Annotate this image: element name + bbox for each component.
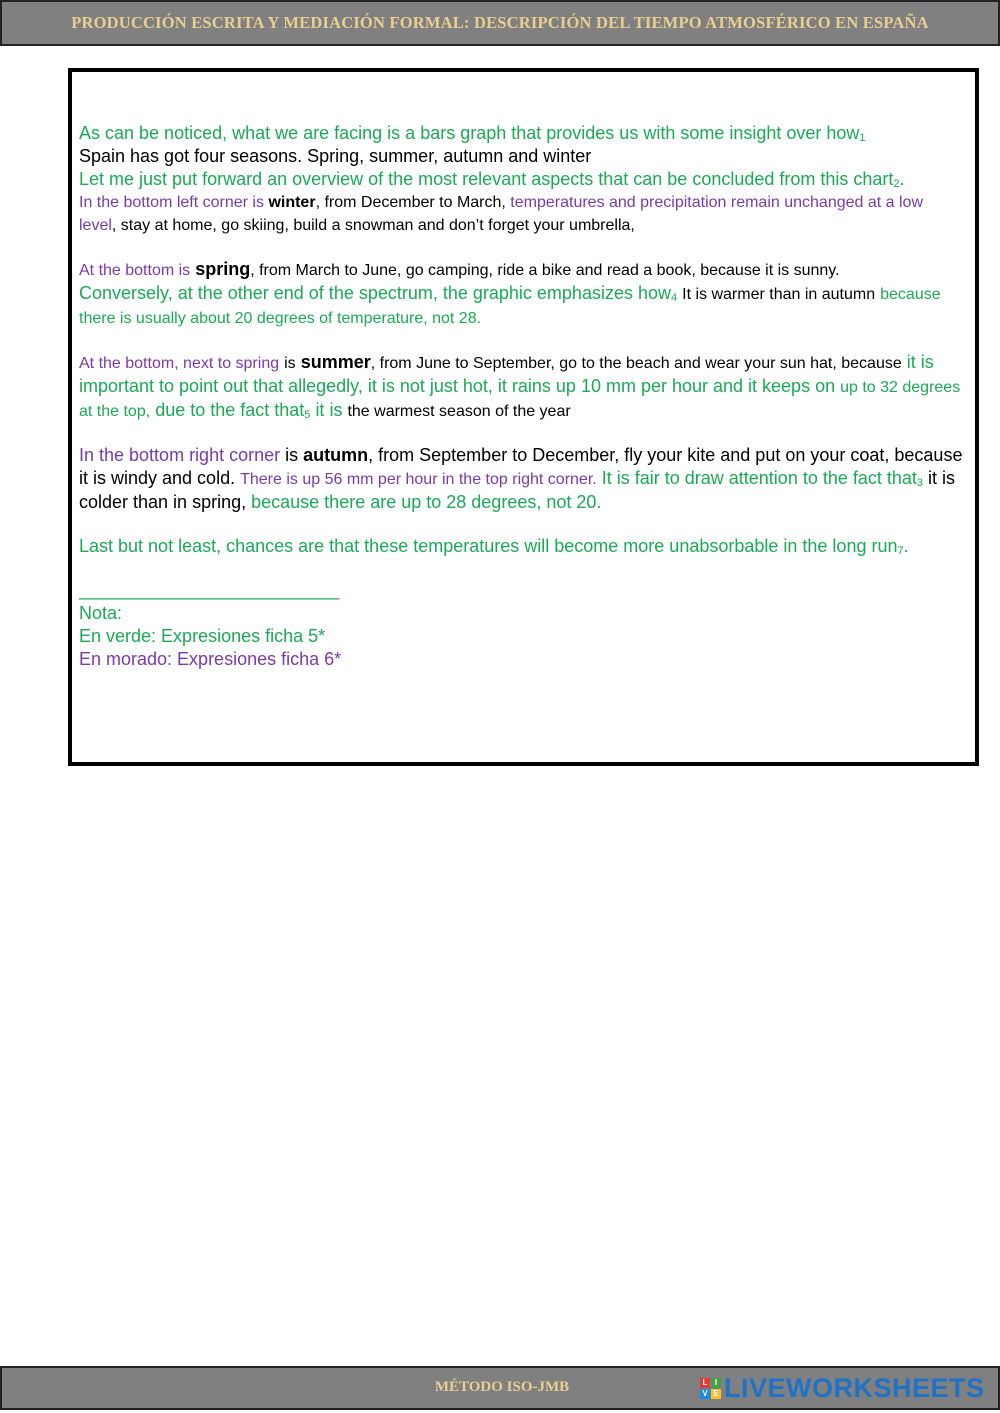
footnote-marker: 3 (916, 477, 924, 489)
expression-purple: temperatures and precipitation remain unchanged at a low level (79, 194, 923, 234)
footnote-marker: 2 (893, 178, 900, 190)
logo-letter-l: L (700, 1378, 710, 1388)
expression-purple: There is up 56 mm per hour in the top right corner. (240, 471, 597, 488)
logo-letter-v: V (700, 1389, 710, 1399)
paragraph-gap (79, 558, 964, 579)
body-text: , from June to September, go to the beach and wear your sun hat, because (370, 355, 902, 372)
spring-paragraph (79, 258, 964, 330)
paragraph-gap (79, 514, 964, 535)
note-green-legend: En verde: Expresiones ficha 5* (79, 626, 326, 646)
note-purple-legend: En morado: Expresiones ficha 6* (79, 649, 342, 669)
paragraph-gap (79, 237, 964, 258)
liveworksheets-logo-icon (700, 1378, 721, 1399)
body-text: is (284, 355, 296, 372)
expression-green: due to the fact that (155, 400, 305, 420)
footnote-marker: 4 (671, 292, 678, 304)
document-title: PRODUCCIÓN ESCRITA Y MEDIACIÓN FORMAL: DESCRIPCIÓN DEL TIEMPO ATMOSFÉRICO EN ESPAÑA (71, 13, 929, 32)
expression-green: it is (315, 400, 343, 420)
logo-letter-i: I (711, 1378, 721, 1388)
season-name: winter (268, 194, 316, 211)
footer-bar (0, 1366, 1000, 1410)
season-name: spring (195, 259, 251, 279)
expression-green: because there are up to 28 degrees, not 20. (251, 492, 602, 512)
paragraph-gap (79, 330, 964, 351)
expression-green: up to 32 degrees at the top, (79, 379, 961, 420)
body-text: , from December to March, (315, 194, 506, 211)
expression-green: because there is usually about 20 degrees of temperature, not 28. (79, 286, 941, 327)
footnote-marker: 1 (859, 132, 866, 144)
header-bar (0, 0, 1000, 46)
liveworksheets-brand-text: LIVEWORKSHEETS (724, 1373, 985, 1403)
closing-paragraph (79, 535, 964, 558)
body-text: is (285, 445, 299, 465)
expression-green: Last but not least, chances are that these temperatures will become more unabsorbable in the long run (79, 536, 898, 556)
season-name: autumn (303, 445, 369, 465)
winter-paragraph (79, 191, 964, 237)
expression-green: it is important to point out that allegedly, it is not just hot, it rains up 10 mm per hour and it keeps on (79, 352, 934, 396)
notes-divider: __________________________ (79, 580, 340, 600)
body-text: , from March to June, go camping, ride a bike and read a book, because it is sunny. (250, 262, 840, 279)
expression-green: Conversely, at the other end of the spectrum, the graphic emphasizes how (79, 283, 671, 303)
intro-paragraph (79, 122, 964, 191)
body-text: , stay at home, go skiing, build a snowman and don’t forget your umbrella, (111, 217, 635, 234)
punctuation: . (903, 536, 909, 556)
body-text: Spain has got four seasons. Spring, summer, autumn and winter (79, 146, 592, 166)
expression-green: As can be noticed, what we are facing is a bars graph that provides us with some insight over how (79, 123, 860, 143)
paragraph-gap (79, 423, 964, 444)
footer-title: MÉTODO ISO-JMB (434, 1379, 570, 1395)
body-text: It is warmer than in autumn (682, 286, 876, 303)
footnote-marker: 7 (897, 545, 904, 557)
expression-purple: At the bottom is (79, 262, 191, 279)
liveworksheets-logo[interactable] (700, 1374, 985, 1402)
footnote-marker: 5 (304, 409, 311, 421)
body-text: the warmest season of the year (347, 403, 571, 420)
punctuation: . (899, 169, 905, 189)
logo-letter-e: E (711, 1389, 721, 1399)
notes-title: Nota: (79, 603, 123, 623)
essay-text (79, 122, 964, 671)
expression-green: It is fair to draw attention to the fact that (601, 468, 917, 488)
text-box (68, 68, 979, 766)
expression-purple: In the bottom right corner (79, 445, 281, 465)
summer-paragraph (79, 351, 964, 423)
autumn-paragraph (79, 444, 964, 514)
body-text: it is colder than in spring, (79, 468, 956, 512)
expression-green: Let me just put forward an overview of the most relevant aspects that can be concluded from this chart (79, 169, 894, 189)
expression-purple: At the bottom, next to spring (79, 355, 280, 372)
expression-purple: In the bottom left corner is (79, 194, 264, 211)
season-name: summer (300, 352, 371, 372)
body-text: , from September to December, fly your kite and put on your coat, because it is windy and cold. (79, 445, 963, 488)
